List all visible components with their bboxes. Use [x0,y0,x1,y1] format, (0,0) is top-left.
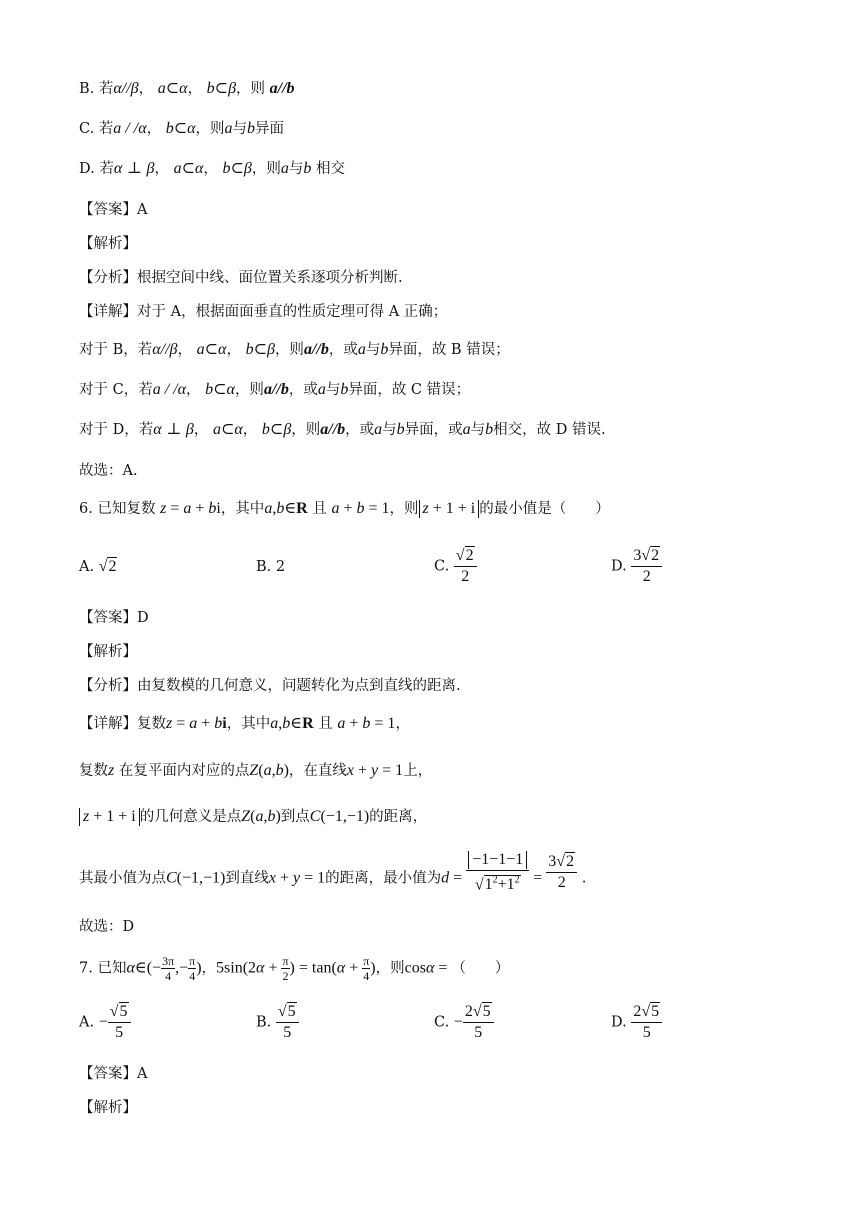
q5-option-d: D. 若α ⊥ β， a⊂α， b⊂β，则a与b 相交 [79,160,345,177]
q6-answer: 【答案】D [79,610,149,626]
q6-stem: 6. 已知复数 z = a + bi，其中a,b∈R 且 a + b = 1，则 z + 1 + i 的最小值是（ ） [79,500,610,517]
q7-answer: 【答案】A [79,1066,148,1082]
q6-explain-line2: 复数z 在复平面内对应的点Z(a,b)，在直线x + y = 1上， [79,762,433,779]
q5-explain-c: 对于 C，若a / /α， b⊂α，则a//b，或a与b异面，故 C 错误； [79,381,471,398]
q6-fenxi: 【分析】由复数模的几何意义，问题转化为点到直线的距离. [79,678,461,694]
q6-option-a: A. √2 [79,558,117,575]
q6-xiangjie: 【详解】复数z = a + bi，其中a,b∈R 且 a + b = 1， [79,715,410,732]
q5-option-c: C. 若a / /α， b⊂α，则a与b异面 [79,120,285,137]
q5-answer: 【答案】A [79,202,148,218]
q7-option-b: B. $\frac{√5}{5}$ [256,1002,299,1043]
q7-option-c: C. − $\frac{2√5}{5}$ [434,1002,494,1043]
q7-option-a: A. − $\frac{√5}{5}$ [79,1002,131,1043]
q6-analysis-heading: 【解析】 [79,644,137,660]
q5-analysis-heading: 【解析】 [79,236,137,252]
q6-option-c: C. $\frac{√2}{2}$ [434,546,477,587]
q6-explain-line4: 其最小值为点C(−1,−1)到直线x + y = 1的距离，最小值为d = $\frac{-1-1-1}{√1^2+1^2}$ = $\frac{3√2}{2}$ . [79,851,587,894]
q6-choose: 故选：D [79,919,135,935]
q5-choose: 故选：A. [79,463,138,479]
q6-option-b: B. 2 [256,559,286,575]
q5-explain-b: 对于 B，若α//β， a⊂α， b⊂β，则a//b，或a与b异面，故 B 错误； [79,341,510,358]
q5-explain-d: 对于 D，若α ⊥ β， a⊂α， b⊂β，则a//b，或a与b异面，或a与b相交，故 D 错误. [79,421,606,438]
q5-xiangjie: 【详解】对于 A，根据面面垂直的性质定理可得 A 正确； [79,304,448,320]
q6-option-d: D. $\frac{3√2}{2}$ [611,546,662,587]
q5-fenxi: 【分析】根据空间中线、面位置关系逐项分析判断. [79,270,403,286]
q6-explain-line3: z + 1 + i 的几何意义是点Z(a,b)到点C(−1,−1)的距离， [79,806,427,828]
q7-analysis-heading: 【解析】 [79,1100,137,1116]
q5-option-b: B. 若α//β， a⊂α， b⊂β，则 a//b [79,80,295,97]
q7-option-d: D. $\frac{2√5}{5}$ [611,1002,662,1043]
q7-stem: 7. 已知α∈(− $\frac{3\pi}{4}$ ,− $\frac{\pi}{4}$ )，5sin(2α + $\frac{\pi}{2}$ ) = tan(α + $\frac{\pi}{4}$ )，则cosα = （ ） [79,954,510,983]
